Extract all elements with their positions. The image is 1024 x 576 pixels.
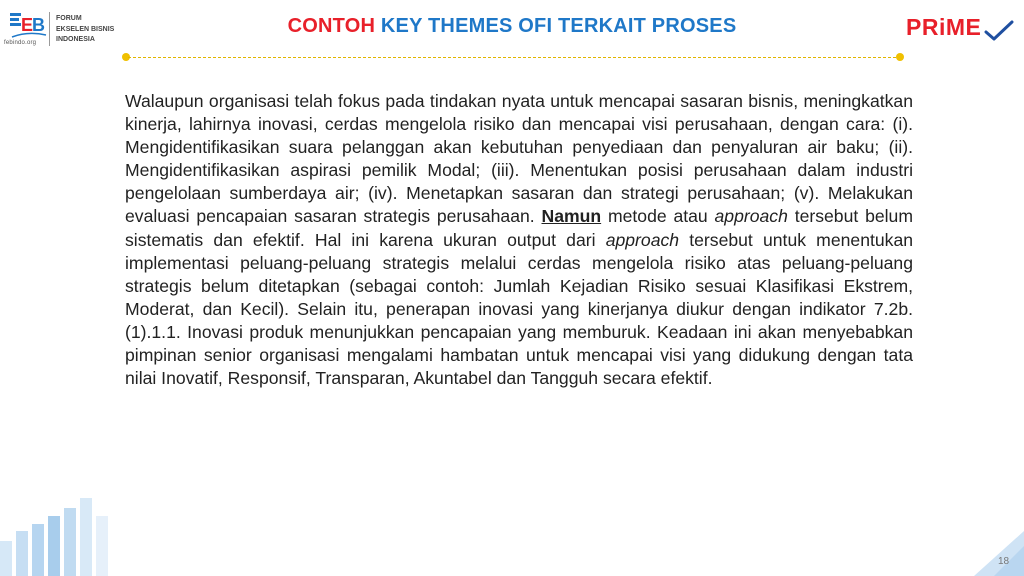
svg-text:E: E bbox=[21, 15, 34, 35]
text-segment: tersebut belum sistematis dan efektif. Hal ini karena ukuran output dari bbox=[125, 206, 913, 250]
page-number: 18 bbox=[998, 556, 1010, 567]
decorative-bars bbox=[0, 486, 130, 576]
body-paragraph bbox=[125, 90, 913, 390]
decorative-corner bbox=[964, 516, 1024, 576]
header-rule bbox=[128, 57, 896, 58]
prime-logo bbox=[906, 14, 1016, 48]
prime-brand-text: PRiME bbox=[906, 14, 982, 40]
forum-line: INDONESIA bbox=[56, 36, 95, 43]
forum-line: EKSELEN BISNIS bbox=[56, 25, 115, 33]
italic-approach: approach bbox=[714, 206, 788, 227]
title-main: KEY THEMES OFI TERKAIT PROSES bbox=[380, 15, 737, 37]
text-segment: tersebut untuk menentukan implementasi peluang-peluang strategis melalui cerdas mengelola risiko atas peluang-peluang strategis belum ditetapkan (sebagai contoh: Jumlah Kejadian Risiko sesuai Klasifikasi Ekstrem, Moderat, dan Kecil). Selain itu, penerapan inovasi yang kinerjanya diukur dengan indikator 7.2b.(1).1.1. Inovasi produk menunjukkan pencapaian yang memburuk. Keadaan ini akan menyebabkan pimpinan senior organisasi mengalami hambatan untuk mencapai visi yang didukung dengan tata nilai Inovatif, Responsif, Transparan, Akuntabel dan Tangguh secara efektif. bbox=[125, 229, 914, 389]
italic-approach: approach bbox=[605, 229, 680, 250]
svg-text:B: B bbox=[32, 15, 45, 35]
emphasis-namun: Namun bbox=[541, 206, 602, 227]
forum-line: FORUM bbox=[56, 15, 82, 22]
title-highlight: CONTOH bbox=[287, 15, 376, 37]
logo-caption: febindo.org bbox=[4, 40, 37, 46]
rule-dot-right bbox=[896, 53, 904, 61]
slide-title bbox=[0, 15, 1024, 38]
checkmark-icon bbox=[984, 20, 1014, 42]
text-segment: Walaupun organisasi telah fokus pada tindakan nyata untuk mencapai sasaran bisnis, meningkatkan kinerja, lahirnya inovasi, cerdas mengelola risiko dan mencapai visi perusahaan, dengan cara: (i). Mengidentifikasikan suara pelanggan akan kebutuhan penyediaan dan penyaluran air baku; (ii). Mengidentifikasikan aspirasi pemilik Modal; (iii). Menentukan posisi perusahaan dalam industri pengelolaan sumberdaya air; (iv). Menetapkan sasaran dan strategi perusahaan; (v). Melakukan evaluasi pencapaian sasaran strategis perusahaan. bbox=[125, 91, 913, 227]
text-segment: metode atau bbox=[607, 206, 708, 227]
